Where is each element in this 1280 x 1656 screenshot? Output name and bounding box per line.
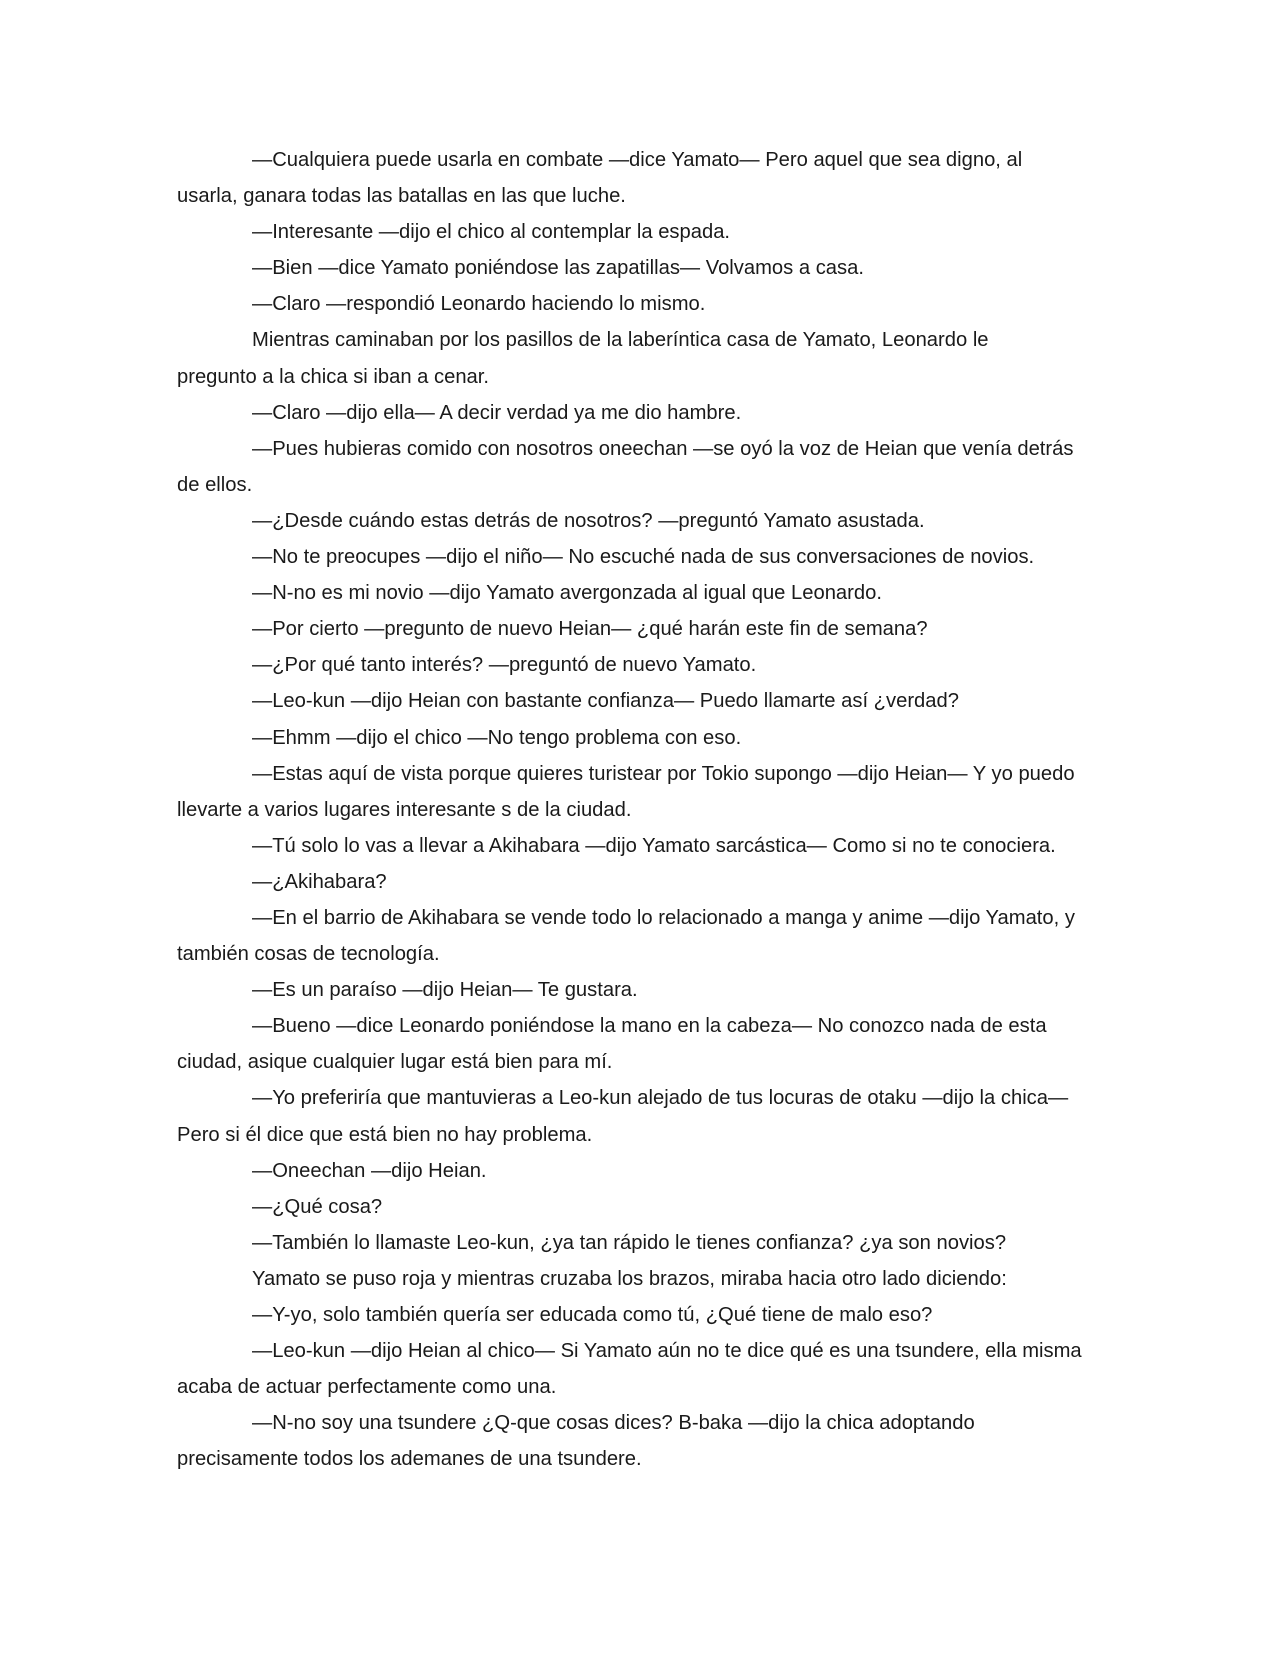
paragraph	[177, 972, 1105, 1008]
text-line: —Leo-kun —dijo Heian con bastante confianza— Puedo llamarte así ¿verdad?	[252, 690, 959, 713]
paragraph	[177, 683, 1105, 719]
text-line: —Estas aquí de vista porque quieres turistear por Tokio supongo —dijo Heian— Y yo puedo	[252, 762, 1075, 785]
paragraph	[177, 214, 1105, 250]
paragraph	[177, 611, 1105, 647]
text-line: —Es un paraíso —dijo Heian— Te gustara.	[252, 979, 638, 1002]
text-line: —Leo-kun —dijo Heian al chico— Si Yamato aún no te dice qué es una tsundere, ella misma	[252, 1340, 1082, 1363]
paragraph	[177, 1080, 1105, 1152]
text-line: —Bien —dice Yamato poniéndose las zapatillas— Volvamos a casa.	[252, 257, 864, 280]
text-line: —En el barrio de Akihabara se vende todo lo relacionado a manga y anime —dijo Yamato, y	[252, 906, 1075, 929]
text-line: llevarte a varios lugares interesante s de la ciudad.	[177, 798, 632, 821]
text-line: también cosas de tecnología.	[177, 943, 440, 966]
text-line: Yamato se puso roja y mientras cruzaba los brazos, miraba hacia otro lado diciendo:	[252, 1267, 1007, 1290]
paragraph	[177, 1189, 1105, 1225]
text-line: —Claro —dijo ella— A decir verdad ya me dio hambre.	[252, 401, 742, 424]
paragraph	[177, 1297, 1105, 1333]
text-line: Mientras caminaban por los pasillos de la laberíntica casa de Yamato, Leonardo le	[252, 329, 989, 352]
paragraph	[177, 575, 1105, 611]
text-line: —N-no soy una tsundere ¿Q-que cosas dices? B-baka —dijo la chica adoptando	[252, 1412, 975, 1435]
text-line: —Claro —respondió Leonardo haciendo lo mismo.	[252, 293, 706, 316]
paragraph	[177, 1405, 1105, 1477]
text-line: —Por cierto —pregunto de nuevo Heian— ¿qué harán este fin de semana?	[252, 618, 928, 641]
paragraph	[177, 395, 1105, 431]
paragraph	[177, 756, 1105, 828]
text-line: —N-no es mi novio —dijo Yamato avergonzada al igual que Leonardo.	[252, 582, 882, 605]
paragraph	[177, 322, 1105, 394]
paragraph	[177, 1333, 1105, 1405]
paragraph	[177, 1261, 1105, 1297]
text-line: Pero si él dice que está bien no hay problema.	[177, 1123, 593, 1146]
paragraph	[177, 864, 1105, 900]
paragraph	[177, 647, 1105, 683]
text-line: —Bueno —dice Leonardo poniéndose la mano en la cabeza— No conozco nada de esta	[252, 1015, 1047, 1038]
text-line: —¿Qué cosa?	[252, 1195, 383, 1218]
text-line: —Cualquiera puede usarla en combate —dice Yamato— Pero aquel que sea digno, al	[252, 149, 1023, 171]
text-line: —No te preocupes —dijo el niño— No escuché nada de sus conversaciones de novios.	[252, 546, 1035, 569]
text-line: —¿Desde cuándo estas detrás de nosotros? —preguntó Yamato asustada.	[252, 509, 925, 532]
paragraph	[177, 286, 1105, 322]
text-line: precisamente todos los ademanes de una tsundere.	[177, 1448, 642, 1471]
text-line: de ellos.	[177, 473, 253, 496]
paragraph	[177, 1225, 1105, 1261]
text-line: —Oneechan —dijo Heian.	[252, 1159, 487, 1182]
paragraph	[177, 431, 1105, 503]
paragraph	[177, 250, 1105, 286]
text-line: —Y-yo, solo también quería ser educada como tú, ¿Qué tiene de malo eso?	[252, 1304, 933, 1326]
text-line: acaba de actuar perfectamente como una.	[177, 1376, 557, 1399]
paragraph	[177, 828, 1105, 864]
text-line: —¿Akihabara?	[252, 870, 387, 893]
paragraph	[177, 900, 1105, 972]
text-line: —Ehmm —dijo el chico —No tengo problema con eso.	[252, 726, 742, 749]
text-line: —Interesante —dijo el chico al contemplar la espada.	[252, 221, 731, 244]
paragraph	[177, 503, 1105, 539]
text-line: —¿Por qué tanto interés? —preguntó de nuevo Yamato.	[252, 654, 757, 677]
paragraph	[177, 142, 1105, 214]
text-line: —Tú solo lo vas a llevar a Akihabara —dijo Yamato sarcástica— Como si no te conociera.	[252, 834, 1056, 857]
paragraph	[177, 720, 1105, 756]
text-line: —Yo preferiría que mantuvieras a Leo-kun alejado de tus locuras de otaku —dijo la chica—	[252, 1087, 1069, 1110]
text-line: pregunto a la chica si iban a cenar.	[177, 365, 489, 388]
text-line: usarla, ganara todas las batallas en las que luche.	[177, 185, 626, 208]
document-body	[177, 142, 1105, 1477]
text-line: —También lo llamaste Leo-kun, ¿ya tan rápido le tienes confianza? ¿ya son novios?	[252, 1231, 1007, 1254]
paragraph	[177, 1153, 1105, 1189]
paragraph	[177, 1008, 1105, 1080]
text-line: ciudad, asique cualquier lugar está bien para mí.	[177, 1051, 613, 1074]
text-line: —Pues hubieras comido con nosotros oneechan —se oyó la voz de Heian que venía detrás	[252, 437, 1074, 460]
paragraph	[177, 539, 1105, 575]
